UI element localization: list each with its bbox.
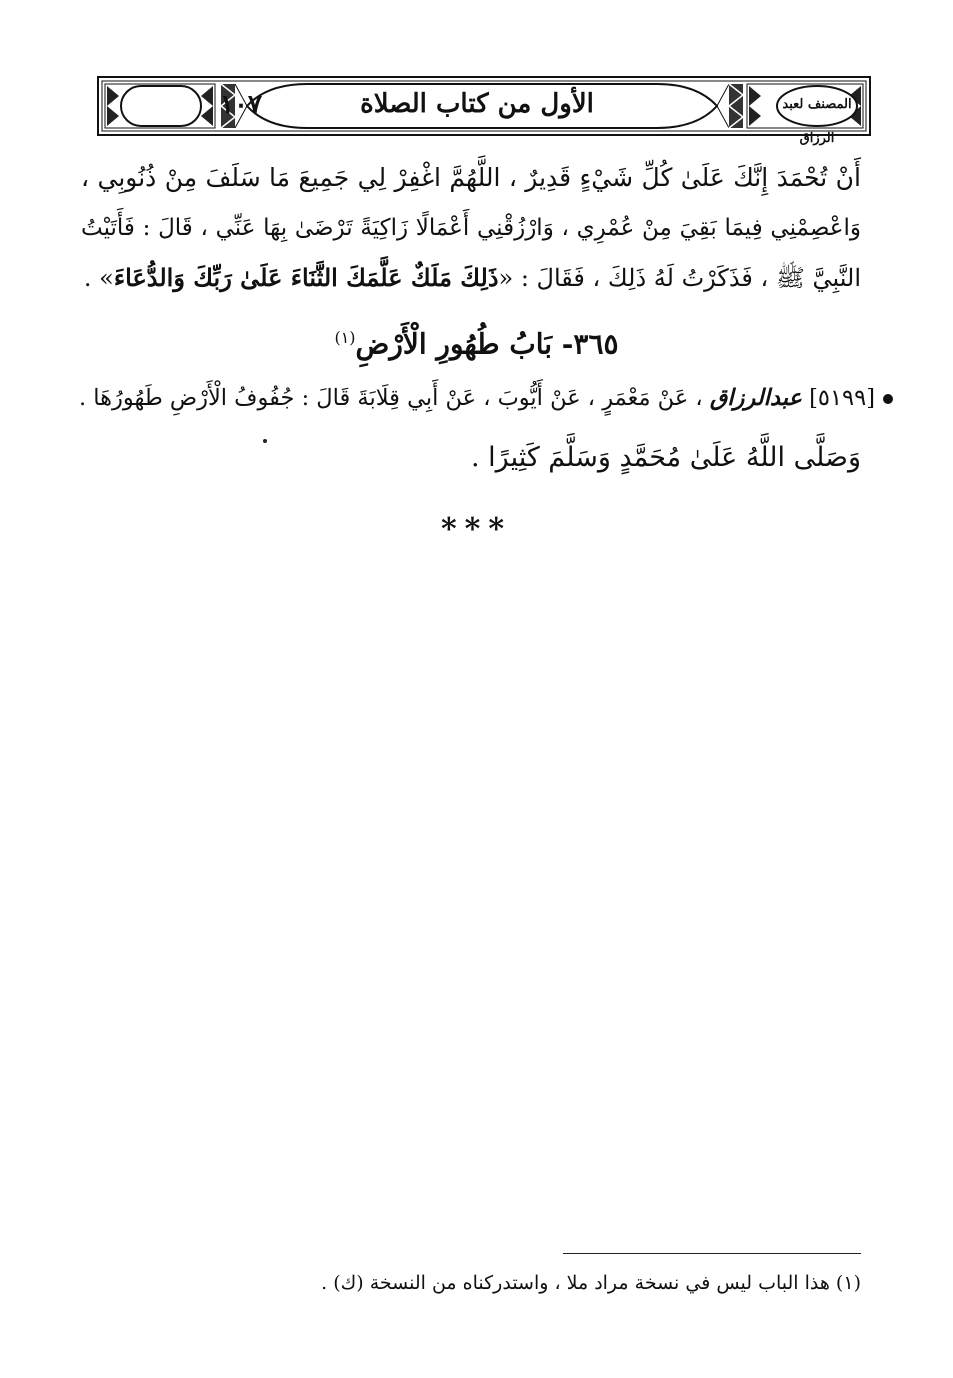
body-line-1: أَنْ تُحْمَدَ إِنَّكَ عَلَىٰ كُلِّ شَيْءٍ قَدِيرٌ ، اللَّهُمَّ اغْفِرْ لِي جَمِيعَ مَا سَلَفَ مِنْ ذُنُوبِي ، xyxy=(81,163,861,192)
body-line-2: وَاعْصِمْنِي فِيمَا بَقِيَ مِنْ عُمْرِي ، وَارْزُقْنِي أَعْمَالًا زَاكِيَةً تَرْضَىٰ بِهَا عَنِّي ، قَالَ : فَأَتَيْتُ xyxy=(81,215,861,241)
book-logo-text: المصنف لعبد الرزاق xyxy=(782,97,852,146)
closing-salutation: وَصَلَّى اللَّهُ عَلَىٰ مُحَمَّدٍ وَسَلَّمَ كَثِيرًا . xyxy=(471,442,861,473)
stray-dot xyxy=(263,439,267,443)
chapter-heading xyxy=(0,318,953,364)
hadith-5199 xyxy=(73,378,893,418)
section-separator: *** xyxy=(440,512,513,547)
hadith-text: ، عَنْ مَعْمَرٍ ، عَنْ أَيُّوبَ ، عَنْ أَبِي قِلَابَةَ قَالَ : جُفُوفُ الْأَرْضِ طَهُورُهَا . xyxy=(78,385,703,411)
hadith-number: [٥١٩٩] xyxy=(809,385,875,411)
hadith-bullet-icon xyxy=(883,394,893,404)
page-number: ١٠٧ xyxy=(220,90,262,120)
running-header-title: الأول من كتاب الصلاة xyxy=(360,89,594,119)
prophet-quote: ذَلِكَ مَلَكٌ عَلَّمَكَ الثَّنَاءَ عَلَىٰ رَبِّكَ وَالدُّعَاءَ xyxy=(113,263,499,292)
hadith-narrator: عبدالرزاق xyxy=(709,385,802,411)
body-line-3 xyxy=(81,258,861,298)
footnote-1: (١) هذا الباب ليس في نسخة مراد ملا ، واستدركناه من النسخة (ك) . xyxy=(321,1272,861,1294)
footnote-reference: (١) xyxy=(334,328,356,347)
footnote-divider xyxy=(563,1253,861,1254)
body-line-3-start: النَّبِيَّ ﷺ ، فَذَكَرْتُ لَهُ ذَلِكَ ، فَقَالَ : « xyxy=(498,264,861,292)
body-line-3-end: » . xyxy=(83,264,114,292)
chapter-title: ٣٦٥- بَابُ طُهُورِ الْأَرْضِ xyxy=(355,327,619,361)
page-header xyxy=(97,76,871,146)
